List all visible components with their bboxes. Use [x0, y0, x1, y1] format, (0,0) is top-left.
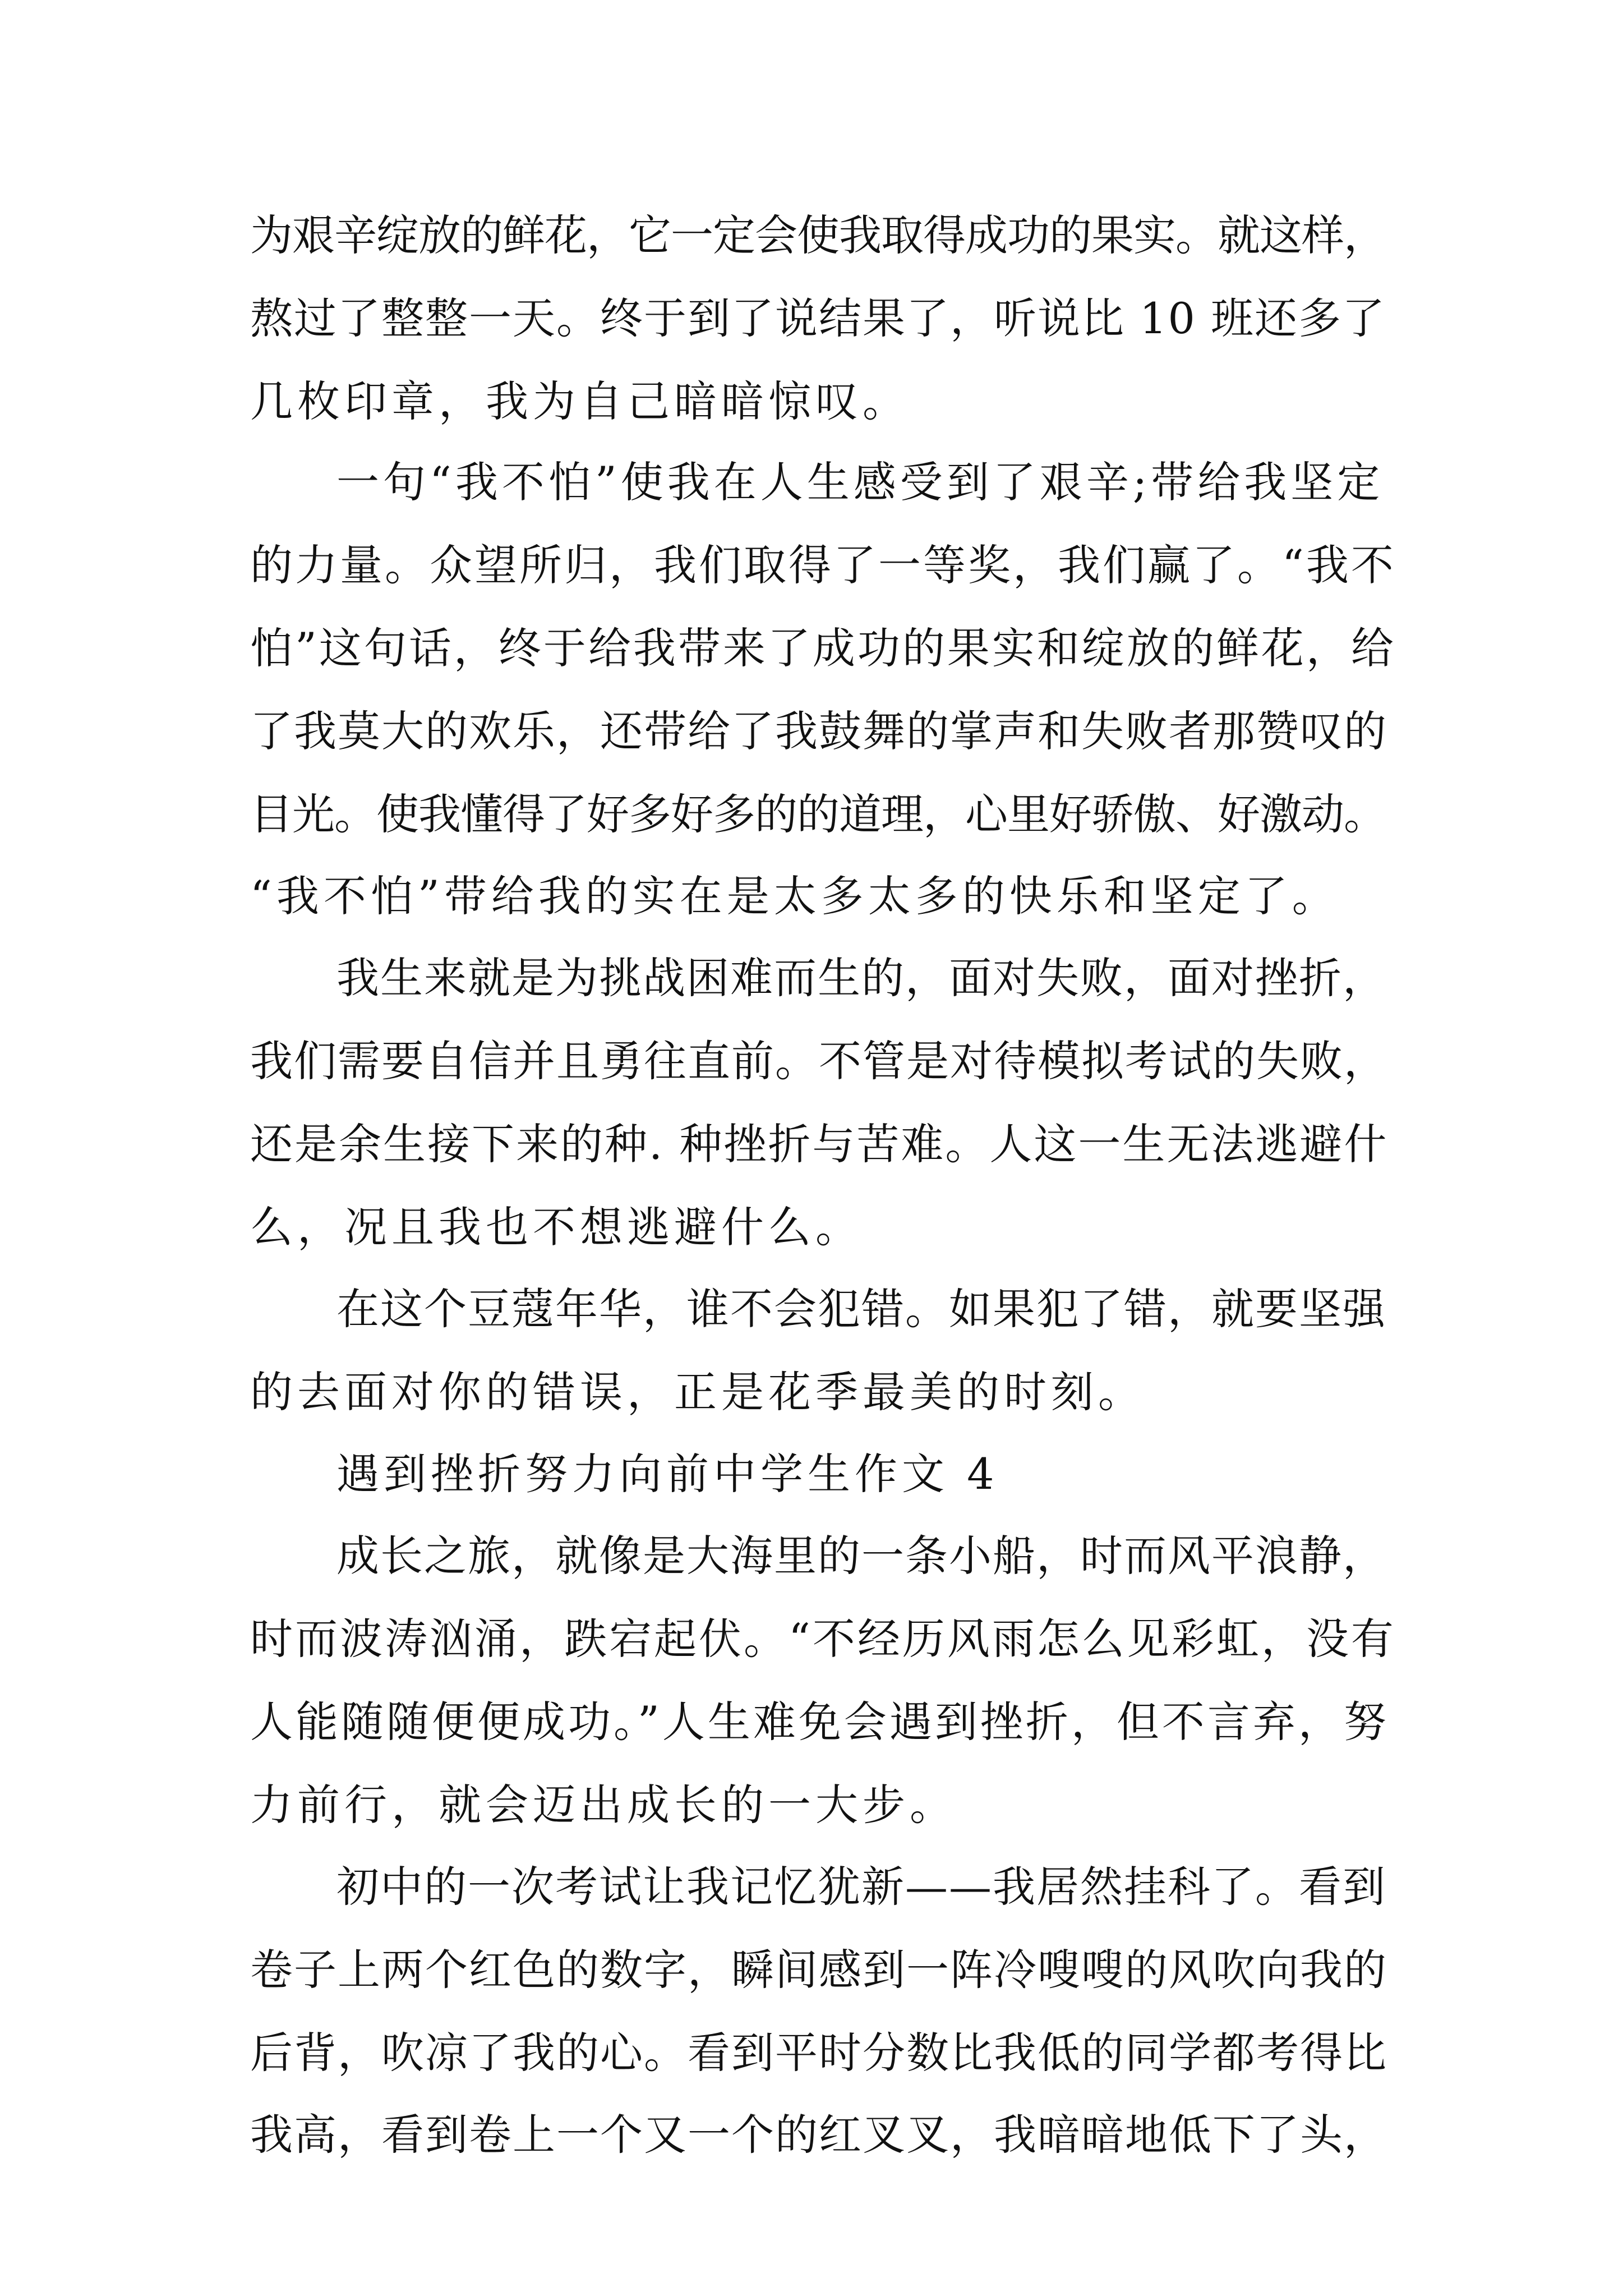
paragraph-first-line: 在这个豆蔻年华，谁不会犯错。如果犯了错，就要坚强 — [336, 1284, 1386, 1334]
text-line: 我高，看到卷上一个又一个的红叉叉，我暗暗地低下了头， — [250, 2110, 1387, 2160]
text-line: 几枚印章，我为自己暗暗惊叹。 — [250, 376, 910, 426]
paragraph-first-line: 一句“我不怕”使我在人生感受到了艰辛;带给我坚定 — [336, 457, 1384, 507]
text-line: 卷子上两个红色的数字，瞬间感到一阵冷嗖嗖的风吹向我的 — [250, 1945, 1387, 1995]
section-heading: 遇到挫折努力向前中学生作文 4 — [336, 1449, 999, 1499]
text-line: 么，况且我也不想逃避什么。 — [250, 1202, 863, 1252]
text-line: 我们需要自信并且勇往直前。不管是对待模拟考试的失败， — [250, 1036, 1387, 1086]
text-line: 的去面对你的错误，正是花季最美的时刻。 — [250, 1367, 1145, 1417]
paragraph-first-line: 成长之旅，就像是大海里的一条小船，时而风平浪静， — [336, 1531, 1386, 1581]
text-line: 熬过了整整一天。终于到了说结果了，听说比 10 班还多了 — [250, 293, 1386, 343]
text-line: 为艰辛绽放的鲜花，它一定会使我取得成功的果实。就这样， — [250, 210, 1386, 260]
text-line: 力前行，就会迈出成长的一大步。 — [250, 1780, 957, 1830]
paragraph-first-line: 我生来就是为挑战困难而生的，面对失败，面对挫折， — [336, 953, 1386, 1003]
text-line: “我不怕”带给我的实在是太多太多的快乐和坚定了。 — [250, 871, 1339, 921]
text-line: 怕”这句话，终于给我带来了成功的果实和绽放的鲜花，给 — [250, 623, 1396, 673]
text-line: 目光。使我懂得了好多好多的的道理，心里好骄傲、好激动。 — [250, 789, 1386, 839]
text-line: 还是余生接下来的种. 种挫折与苦难。人这一生无法逃避什 — [250, 1119, 1389, 1169]
text-line: 时而波涛汹涌，跌宕起伏。“不经历风雨怎么见彩虹，没有 — [250, 1614, 1396, 1664]
text-line: 后背，吹凉了我的心。看到平时分数比我低的同学都考得比 — [250, 2028, 1387, 2078]
text-line: 了我莫大的欢乐，还带给了我鼓舞的掌声和失败者那赞叹的 — [250, 706, 1387, 756]
text-line: 的力量。众望所归，我们取得了一等奖，我们赢了。“我不 — [250, 540, 1396, 590]
paragraph-first-line: 初中的一次考试让我记忆犹新——我居然挂科了。看到 — [336, 1862, 1386, 1912]
text-line: 人能随随便便成功。”人生难免会遇到挫折，但不言弃，努 — [250, 1697, 1389, 1747]
